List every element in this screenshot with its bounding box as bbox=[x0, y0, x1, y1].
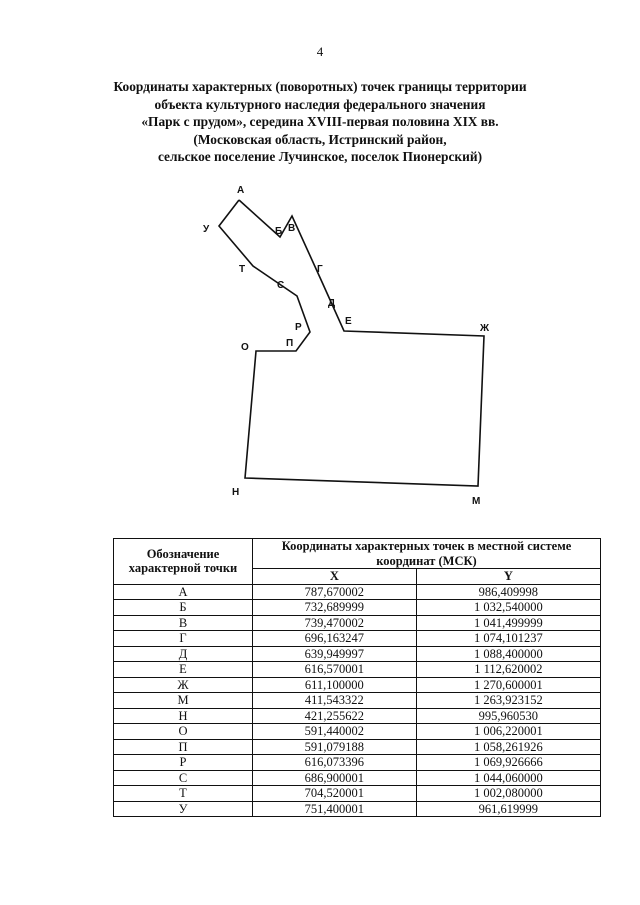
cell-y: 1 112,620002 bbox=[416, 662, 600, 678]
table-row bbox=[114, 615, 601, 631]
title-line: объекта культурного наследия федерального значения bbox=[154, 96, 486, 112]
cell-x: 739,470002 bbox=[253, 615, 417, 631]
cell-point-name: А bbox=[114, 584, 253, 600]
cell-y: 995,960530 bbox=[416, 708, 600, 724]
table-row bbox=[114, 677, 601, 693]
cell-x: 696,163247 bbox=[253, 631, 417, 647]
boundary-line bbox=[219, 200, 484, 486]
cell-y: 1 006,220001 bbox=[416, 724, 600, 740]
cell-point-name: М bbox=[114, 693, 253, 709]
point-label-s: С bbox=[277, 280, 285, 291]
table-row bbox=[114, 646, 601, 662]
cell-x: 421,255622 bbox=[253, 708, 417, 724]
cell-y: 1 263,923152 bbox=[416, 693, 600, 709]
cell-x: 704,520001 bbox=[253, 786, 417, 802]
table-row bbox=[114, 584, 601, 600]
cell-y: 961,619999 bbox=[416, 801, 600, 817]
document-title bbox=[60, 78, 580, 166]
cell-x: 686,900001 bbox=[253, 770, 417, 786]
table-row bbox=[114, 693, 601, 709]
table-row bbox=[114, 724, 601, 740]
cell-point-name: О bbox=[114, 724, 253, 740]
cell-x: 411,543322 bbox=[253, 693, 417, 709]
cell-point-name: Ж bbox=[114, 677, 253, 693]
point-label-n: Н bbox=[232, 487, 240, 498]
cell-point-name: Д bbox=[114, 646, 253, 662]
cell-x: 616,073396 bbox=[253, 755, 417, 771]
cell-x: 611,100000 bbox=[253, 677, 417, 693]
boundary-plan bbox=[190, 178, 510, 508]
header-point-name: Обозначение характерной точки bbox=[114, 539, 253, 585]
cell-x: 591,440002 bbox=[253, 724, 417, 740]
title-line: «Парк с прудом», середина XVIII-первая половина XIX вв. bbox=[141, 114, 499, 129]
cell-x: 732,689999 bbox=[253, 600, 417, 616]
cell-x: 616,570001 bbox=[253, 662, 417, 678]
point-label-e: Е bbox=[345, 316, 352, 327]
cell-point-name: Б bbox=[114, 600, 253, 616]
cell-y: 986,409998 bbox=[416, 584, 600, 600]
point-label-r: Р bbox=[295, 322, 302, 333]
point-label-p: П bbox=[286, 338, 294, 349]
cell-y: 1 044,060000 bbox=[416, 770, 600, 786]
table-row bbox=[114, 708, 601, 724]
cell-point-name: Е bbox=[114, 662, 253, 678]
cell-y: 1 032,540000 bbox=[416, 600, 600, 616]
cell-point-name: У bbox=[114, 801, 253, 817]
table-row bbox=[114, 770, 601, 786]
header-y: Y bbox=[416, 569, 600, 585]
cell-point-name: П bbox=[114, 739, 253, 755]
cell-y: 1 270,600001 bbox=[416, 677, 600, 693]
header-coordinates: Координаты характерных точек в местной системе координат (МСК) bbox=[253, 539, 601, 569]
table-row bbox=[114, 600, 601, 616]
cell-point-name: Н bbox=[114, 708, 253, 724]
point-label-m: М bbox=[472, 496, 481, 507]
point-label-t: Т bbox=[239, 264, 246, 275]
cell-point-name: В bbox=[114, 615, 253, 631]
header-x: X bbox=[253, 569, 417, 585]
point-label-g: Г bbox=[317, 264, 323, 275]
table-row bbox=[114, 631, 601, 647]
title-line: Координаты характерных (поворотных) точек границы территории bbox=[113, 79, 527, 94]
cell-y: 1 058,261926 bbox=[416, 739, 600, 755]
cell-y: 1 074,101237 bbox=[416, 631, 600, 647]
coordinates-table bbox=[113, 538, 601, 817]
table-row bbox=[114, 662, 601, 678]
cell-x: 591,079188 bbox=[253, 739, 417, 755]
title-line: (Московская область, Истринский район, bbox=[193, 131, 447, 147]
cell-x: 751,400001 bbox=[253, 801, 417, 817]
cell-y: 1 069,926666 bbox=[416, 755, 600, 771]
table-row bbox=[114, 786, 601, 802]
point-label-zh: Ж bbox=[480, 323, 490, 334]
cell-point-name: С bbox=[114, 770, 253, 786]
cell-y: 1 088,400000 bbox=[416, 646, 600, 662]
table-body bbox=[114, 584, 601, 817]
point-label-a: А bbox=[237, 185, 245, 196]
point-label-b: Б bbox=[275, 226, 283, 237]
cell-y: 1 002,080000 bbox=[416, 786, 600, 802]
point-label-v: В bbox=[288, 223, 296, 234]
title-line: сельское поселение Лучинское, поселок Пионерский) bbox=[157, 149, 483, 164]
point-label-o: О bbox=[241, 342, 249, 353]
table-row bbox=[114, 739, 601, 755]
table-row bbox=[114, 755, 601, 771]
page-number: 4 bbox=[316, 44, 324, 59]
cell-point-name: Р bbox=[114, 755, 253, 771]
cell-x: 787,670002 bbox=[253, 584, 417, 600]
cell-x: 639,949997 bbox=[253, 646, 417, 662]
cell-point-name: Т bbox=[114, 786, 253, 802]
point-label-d: Д bbox=[328, 298, 336, 309]
point-label-u: У bbox=[203, 224, 210, 235]
cell-y: 1 041,499999 bbox=[416, 615, 600, 631]
table-row bbox=[114, 801, 601, 817]
cell-point-name: Г bbox=[114, 631, 253, 647]
